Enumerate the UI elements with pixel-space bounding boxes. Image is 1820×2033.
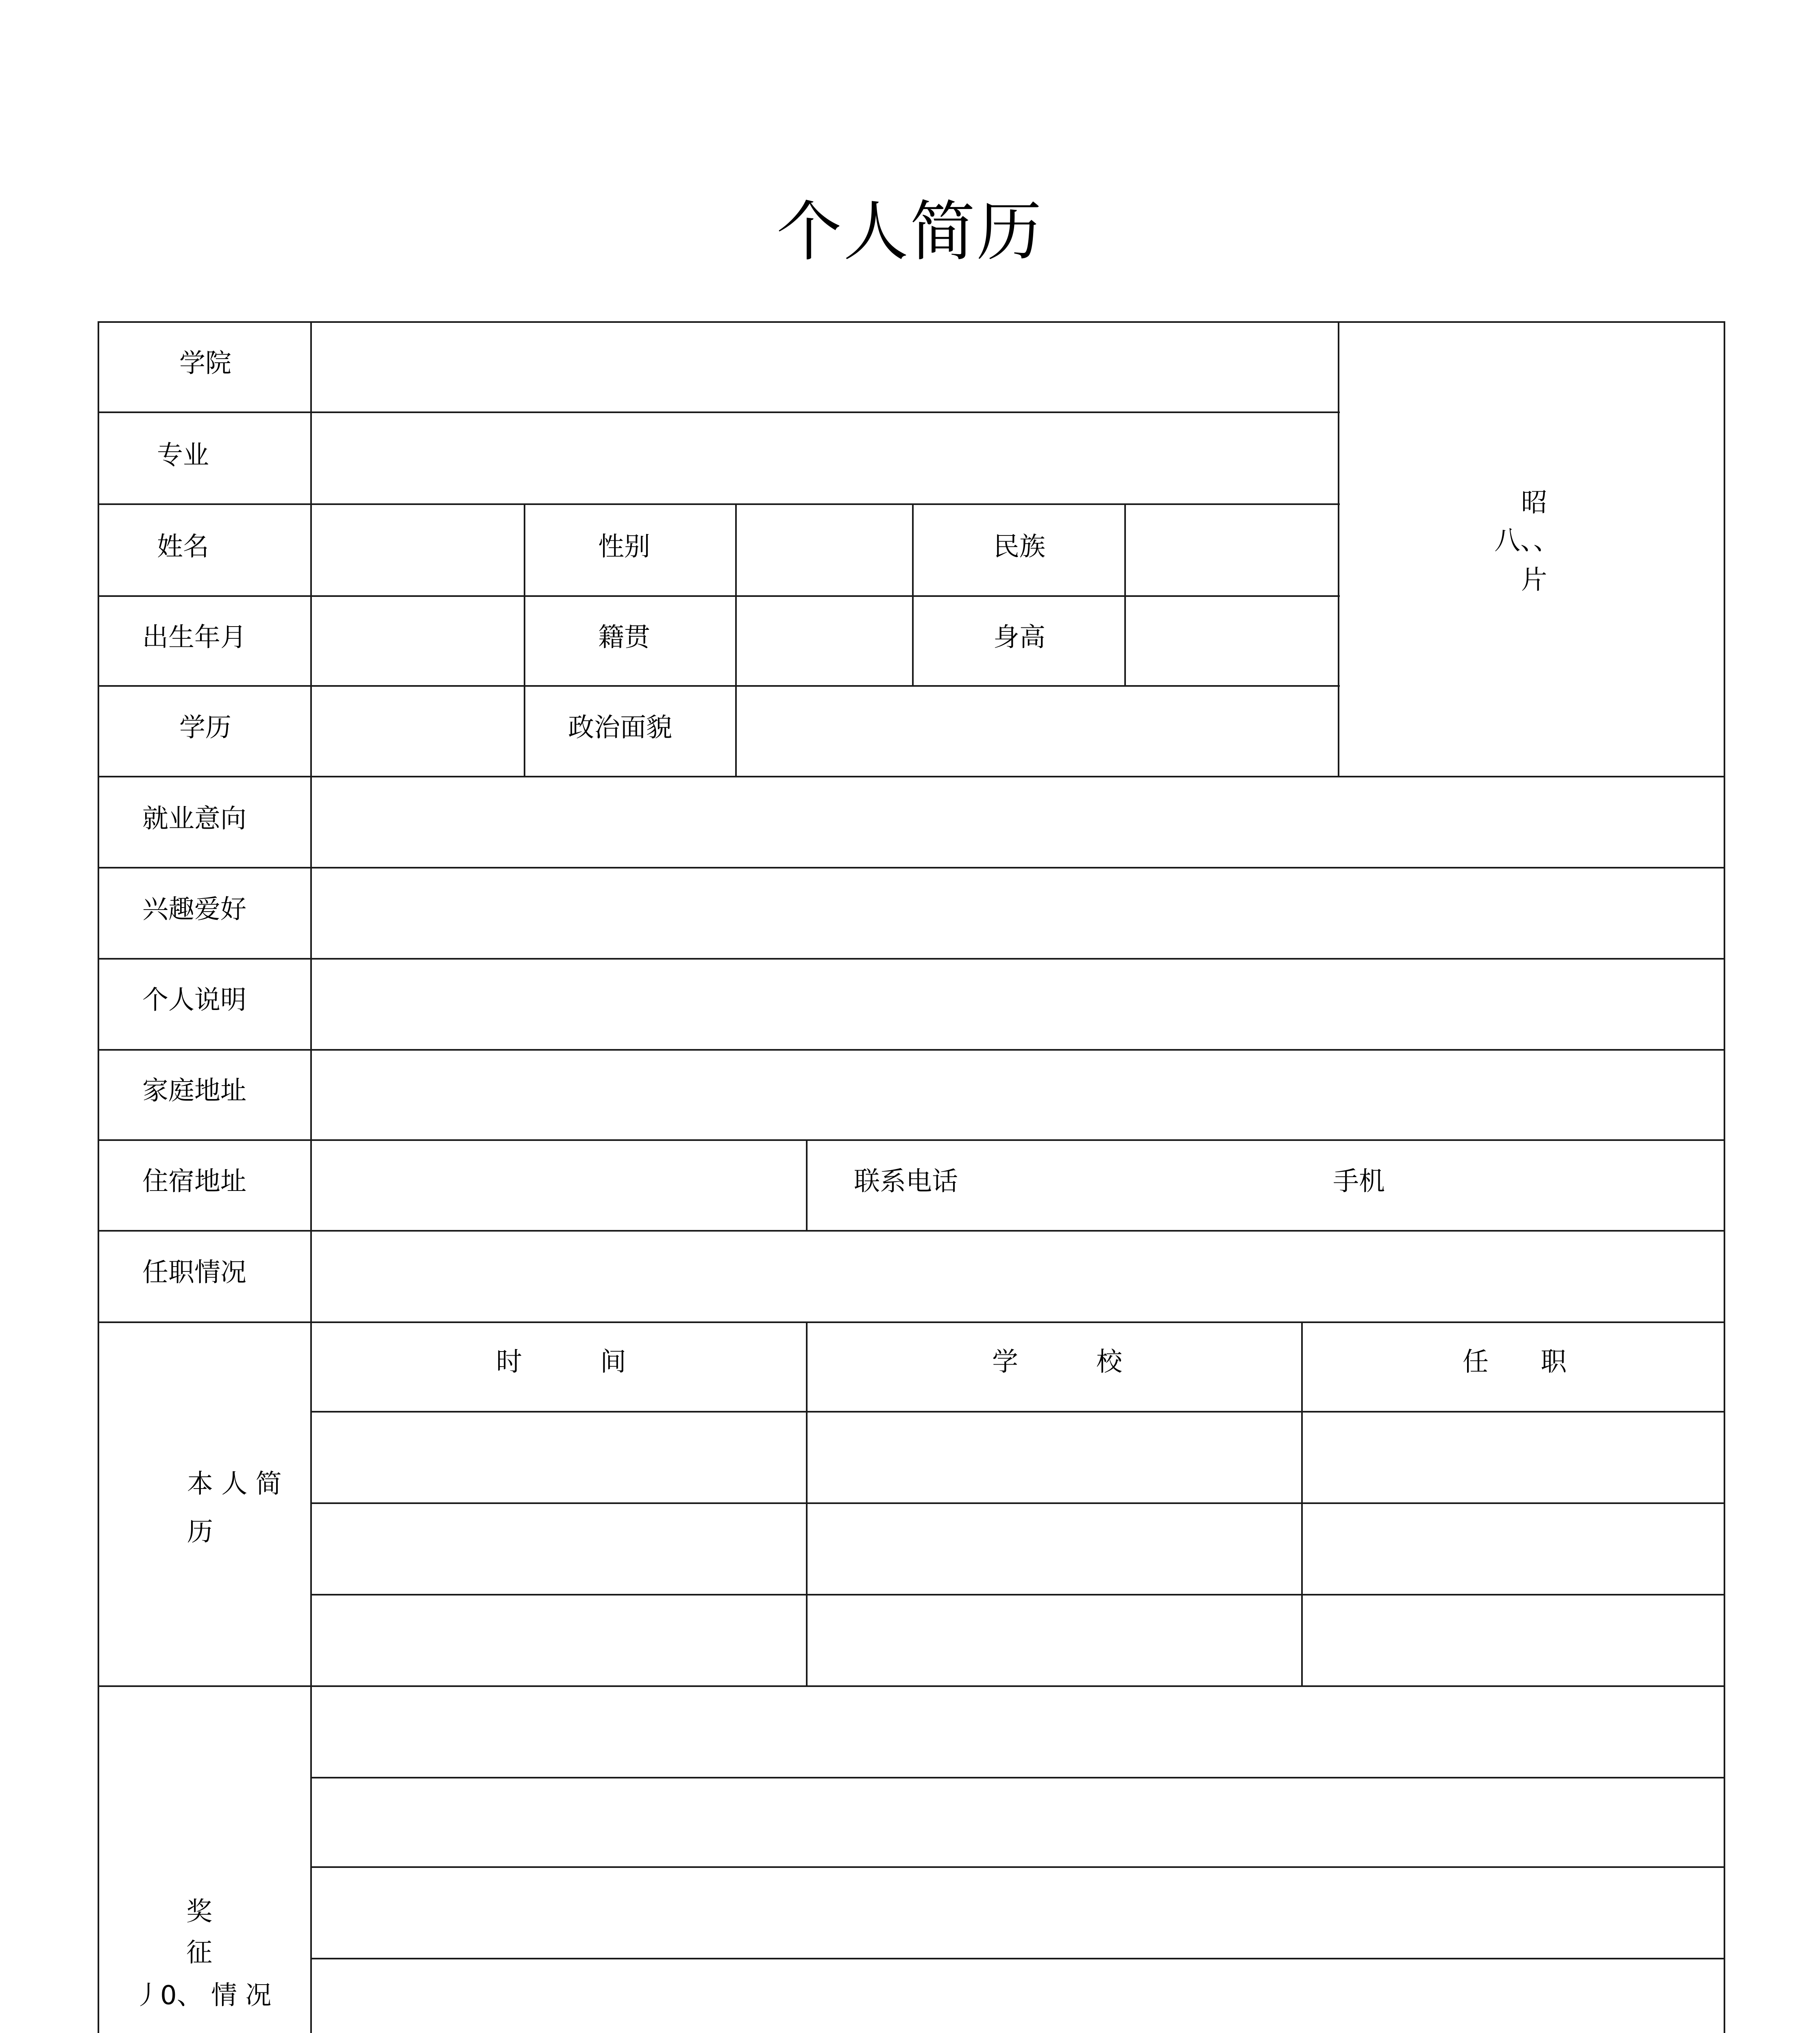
photo-column-divider xyxy=(1338,321,1339,776)
contact-phone-label: 联系电话 xyxy=(854,1167,958,1197)
row-divider xyxy=(98,1139,1725,1141)
row-divider xyxy=(98,503,1340,505)
resume-header-position: 任 职 xyxy=(1463,1347,1567,1377)
row-divider xyxy=(311,1777,1725,1778)
photo-placeholder-line-1: 昭 xyxy=(1521,488,1547,518)
label-column-divider xyxy=(310,321,312,2033)
column-divider xyxy=(806,1321,808,1685)
ethnicity-label: 民族 xyxy=(993,532,1045,562)
employment-intention-label: 就业意向 xyxy=(142,804,246,834)
personal-statement-label: 个人说明 xyxy=(142,985,246,1015)
row-divider xyxy=(98,867,1725,868)
column-divider xyxy=(1301,1321,1303,1685)
row-divider xyxy=(98,1049,1725,1051)
education-label: 学历 xyxy=(179,713,231,743)
table-border-top xyxy=(98,321,1725,323)
row-divider xyxy=(98,411,1340,413)
resume-header-school: 学 校 xyxy=(992,1347,1122,1377)
height-label: 身高 xyxy=(993,623,1045,653)
row-divider xyxy=(98,1321,1725,1323)
positions-held-label: 任职情况 xyxy=(142,1258,246,1288)
resume-header-time: 时 间 xyxy=(496,1347,626,1377)
college-label: 学院 xyxy=(179,348,231,379)
table-border-right xyxy=(1724,321,1725,2033)
column-divider xyxy=(524,503,525,776)
mobile-label: 手机 xyxy=(1333,1167,1385,1197)
row-divider xyxy=(98,776,1725,777)
column-divider xyxy=(806,1139,808,1230)
native-place-label: 籍贯 xyxy=(598,623,650,653)
row-divider xyxy=(98,685,1340,687)
resume-section-label-line-2: 历 xyxy=(187,1517,213,1547)
dorm-address-label: 住宿地址 xyxy=(142,1167,246,1197)
row-divider xyxy=(98,1685,1725,1687)
row-divider xyxy=(311,1866,1725,1868)
hobbies-label: 兴趣爱好 xyxy=(142,895,246,925)
table-border-left xyxy=(98,321,99,2033)
resume-section-label-line-1: 本 人 简 xyxy=(187,1469,282,1499)
political-status-label: 政治面貌 xyxy=(568,713,672,743)
awards-section-label-line-3: 丿0、 情 况 xyxy=(134,1981,272,2011)
row-divider xyxy=(311,1594,1725,1595)
row-divider xyxy=(98,958,1725,960)
row-divider xyxy=(311,1411,1725,1413)
column-divider xyxy=(735,503,737,776)
column-divider xyxy=(912,503,914,685)
awards-section-label-line-1: 奖 xyxy=(186,1897,212,1927)
photo-placeholder-line-3: 片 xyxy=(1521,565,1547,595)
row-divider xyxy=(311,1958,1725,1959)
row-divider xyxy=(98,1230,1725,1232)
awards-section-label-line-2: 征 xyxy=(186,1938,212,1968)
gender-label: 性别 xyxy=(598,532,650,562)
column-divider xyxy=(1124,503,1126,685)
home-address-label: 家庭地址 xyxy=(142,1076,246,1106)
row-divider xyxy=(311,1502,1725,1504)
major-label: 专业 xyxy=(157,440,209,470)
page-title: 个人简历 xyxy=(776,194,1043,270)
birth-date-label: 出生年月 xyxy=(142,623,246,653)
name-label: 姓名 xyxy=(157,532,209,562)
photo-placeholder-line-2: 八、、 xyxy=(1494,526,1559,556)
row-divider xyxy=(98,595,1340,597)
